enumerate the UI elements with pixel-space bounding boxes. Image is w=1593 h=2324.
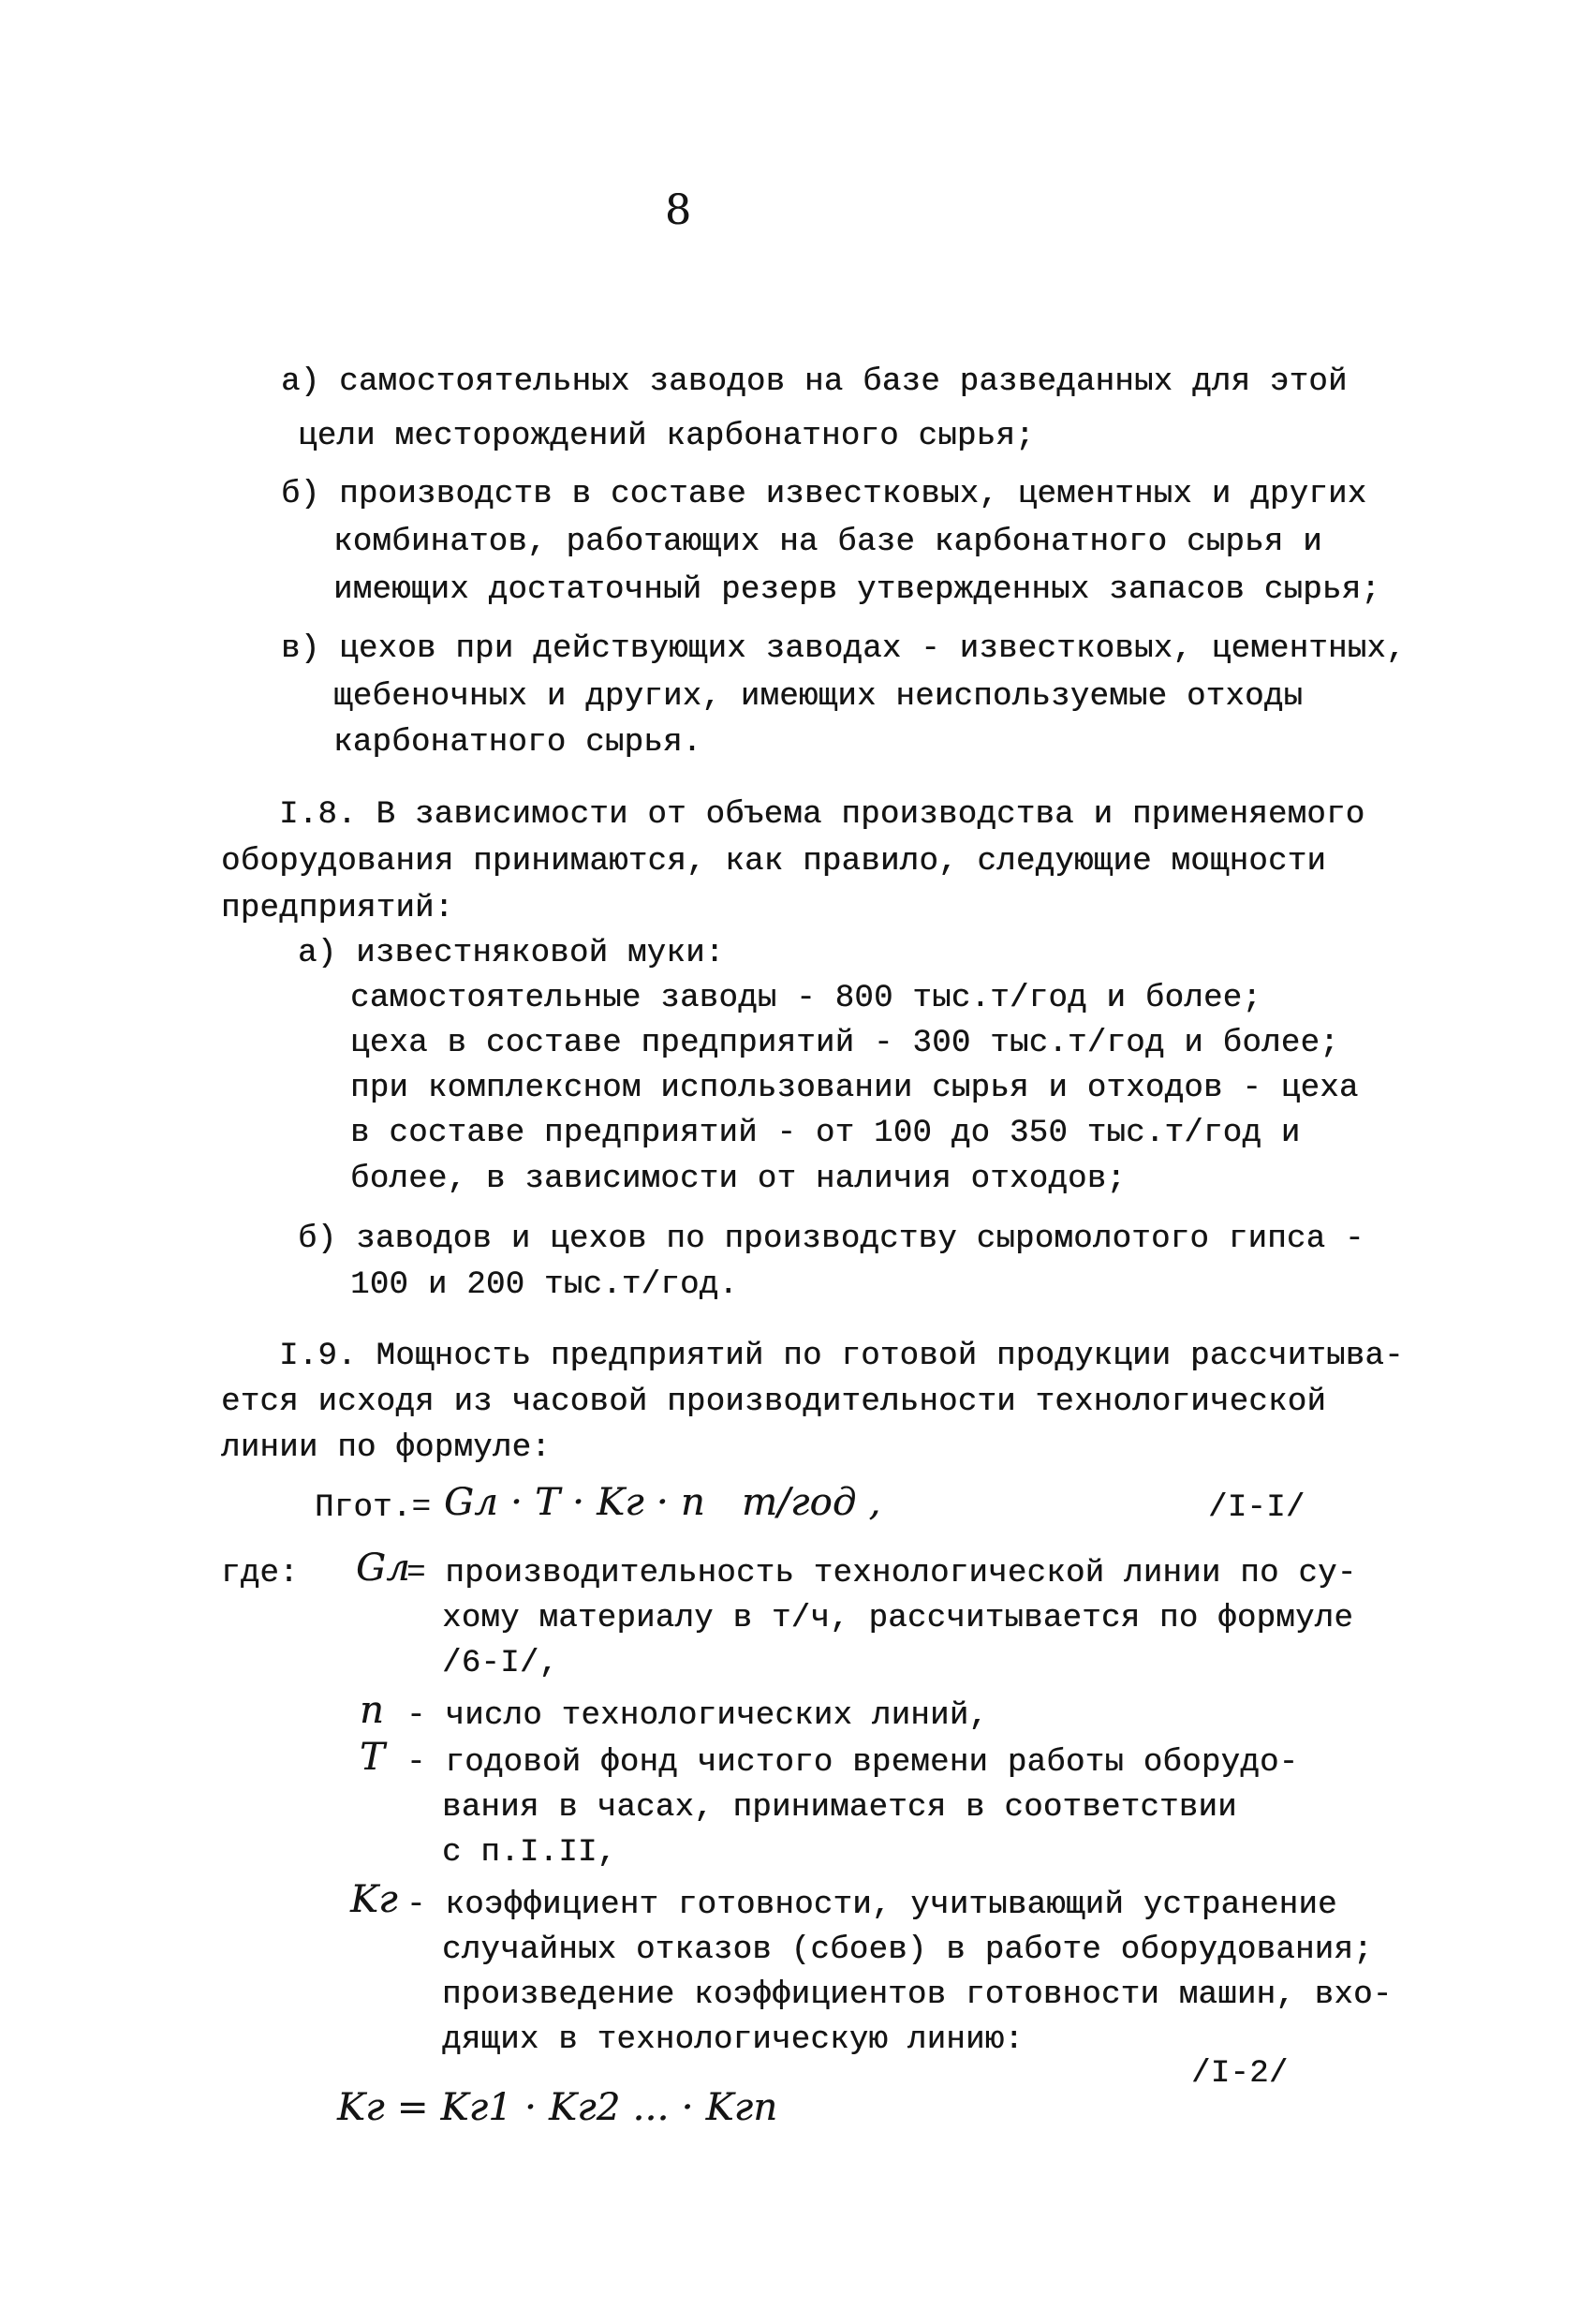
symbol-g-l: Gл — [356, 1547, 411, 1590]
section-1-8-line-1: I.8. В зависимости от объема производства и применяемого — [279, 797, 1365, 833]
formula-2-number: /I-2/ — [1191, 2056, 1289, 2092]
section-1-8-item-b-line-2: 100 и 200 тыс.т/год. — [350, 1267, 739, 1303]
list-item-c-line-2: щебеночных и других, имеющих неиспользуемые отходы — [333, 679, 1304, 715]
def-k-line-4: дящих в технологическую линию: — [442, 2022, 1025, 2058]
section-1-8-item-a-head: а) известняковой муки: — [298, 936, 725, 971]
section-1-9-line-2: ется исходя из часовой производительности технологической — [221, 1384, 1327, 1420]
section-1-8-item-a-line-4: в составе предприятий - от 100 до 350 тыс.т/год и — [350, 1116, 1301, 1151]
page-number: 8 — [665, 186, 692, 234]
list-item-b-line-3: имеющих достаточный резерв утвержденных запасов сырья; — [333, 572, 1380, 608]
symbol-n: n — [360, 1689, 385, 1732]
formula-1-rhs: Gл · T · Kг · n т/год , — [444, 1481, 881, 1524]
section-1-8-item-a-line-3: при комплексном использовании сырья и отходов - цеха — [350, 1071, 1359, 1106]
symbol-t: T — [360, 1736, 385, 1779]
section-1-8-line-3: предприятий: — [221, 891, 454, 926]
section-1-8-item-a-line-5: более, в зависимости от наличия отходов; — [350, 1162, 1127, 1197]
formula-1-lhs: Пгот.= — [315, 1490, 432, 1526]
section-1-8-item-a-line-1: самостоятельные заводы - 800 тыс.т/год и более; — [350, 981, 1262, 1016]
def-k-line-2: случайных отказов (сбоев) в работе оборудования; — [442, 1932, 1373, 1968]
section-1-8-item-b-line-1: б) заводов и цехов по производству сыромолотого гипса - — [298, 1221, 1364, 1257]
def-g-line-1: = производительность технологической линии по су- — [406, 1556, 1357, 1591]
section-1-8-line-2: оборудования принимаются, как правило, следующие мощности — [221, 844, 1327, 880]
list-item-c-line-3: карбонатного сырья. — [333, 725, 702, 761]
def-k-line-3: произведение коэффициентов готовности машин, вхо- — [442, 1977, 1393, 2013]
section-1-8-item-a-line-2: цеха в составе предприятий - 300 тыс.т/год и более; — [350, 1026, 1339, 1061]
list-item-c-line-1: в) цехов при действующих заводах - известковых, цементных, — [281, 631, 1406, 667]
list-item-b-line-2: комбинатов, работающих на базе карбонатного сырья и — [333, 525, 1322, 560]
def-t-line-3: с п.I.II, — [442, 1835, 617, 1871]
section-1-9-line-1: I.9. Мощность предприятий по готовой продукции рассчитыва- — [279, 1339, 1404, 1374]
def-n-line-1: - число технологических линий, — [406, 1698, 989, 1734]
list-item-a-line-1: а) самостоятельных заводов на базе разведанных для этой — [281, 364, 1348, 400]
formula-1-number: /I-I/ — [1208, 1490, 1305, 1526]
section-1-9-line-3: линии по формуле: — [221, 1430, 551, 1466]
symbol-k-g: Kг — [350, 1878, 398, 1921]
def-g-line-3: /6-I/, — [442, 1646, 559, 1681]
def-t-line-2: вания в часах, принимается в соответствии — [442, 1790, 1237, 1826]
def-t-line-1: - годовой фонд чистого времени работы оборудо- — [406, 1745, 1299, 1781]
def-k-line-1: - коэффициент готовности, учитывающий устранение — [406, 1887, 1337, 1923]
def-g-line-2: хому материалу в т/ч, рассчитывается по формуле — [442, 1601, 1354, 1636]
formula-2-expr: Kг = Kг1 · Kг2 ... · Kгn — [337, 2086, 778, 2129]
list-item-a-line-2: цели месторождений карбонатного сырья; — [298, 419, 1035, 454]
list-item-b-line-1: б) производств в составе известковых, цементных и других — [281, 477, 1367, 512]
where-label: где: — [221, 1556, 299, 1591]
